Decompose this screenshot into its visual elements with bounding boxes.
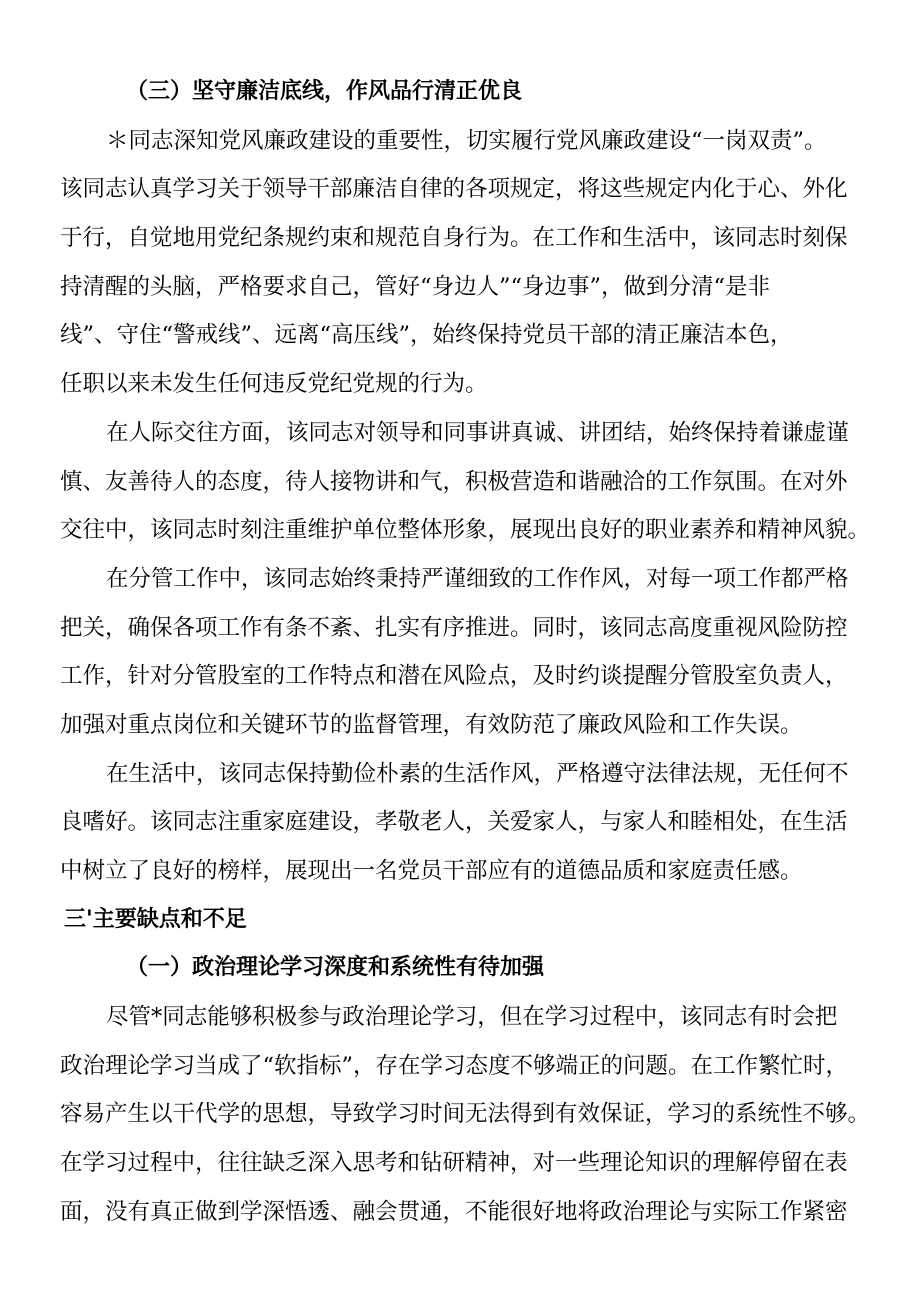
paragraph-line: 面，没有真正做到学深悟透、融会贯通，不能很好地将政治理论与实际工作紧密 xyxy=(60,1198,848,1225)
paragraph-line: ＊同志深知党风廉政建设的重要性，切实履行党风廉政建设“一岗双责”。 xyxy=(106,127,827,154)
paragraph-line: 任职以来未发生任何违反党纪党规的行为。 xyxy=(60,371,488,398)
paragraph-line: 中树立了良好的榜样，展现出一名党员干部应有的道德品质和家庭责任感。 xyxy=(60,858,803,884)
paragraph-line: 于行，自觉地用党纪条规约束和规范自身行为。在工作和生活中，该同志时刻保 xyxy=(60,225,848,252)
paragraph-interpersonal xyxy=(58,409,870,555)
section-heading-integrity: （三）坚守廉洁底线，作风品行清正优良 xyxy=(126,79,523,104)
paragraph-line: 在生活中，该同志保持勤俭朴素的生活作风，严格遵守法律法规，无任何不 xyxy=(106,760,849,787)
paragraph-line: 持清醒的头脑，严格要求自己，管好“身边人”“身边事”，做到分清“是非 xyxy=(60,273,771,300)
paragraph-line: 在学习过程中，往往缺乏深入思考和钻研精神，对一些理论知识的理解停留在表 xyxy=(60,1150,848,1177)
paragraph-line: 容易产生以干代学的思想，导致学习时间无法得到有效保证，学习的系统性不够。 xyxy=(60,1101,870,1128)
paragraph-line: 该同志认真学习关于领导干部廉洁自律的各项规定，将这些规定内化于心、外化 xyxy=(60,176,848,203)
paragraph-line: 交往中，该同志时刻注重维护单位整体形象，展现出良好的职业素养和精神风貌。 xyxy=(60,517,870,544)
paragraph-management xyxy=(58,555,870,750)
section-heading-shortcomings: 三'主要缺点和不足 xyxy=(64,906,247,932)
paragraph-line: 良嗜好。该同志注重家庭建设，孝敬老人，关爱家人，与家人和睦相处，在生活 xyxy=(60,809,848,836)
section-heading-theory-study: （一）政治理论学习深度和系统性有待加强 xyxy=(126,955,545,981)
paragraph-line: 在人际交往方面，该同志对领导和同事讲真诚、讲团结，始终保持着谦虚谨 xyxy=(106,419,849,446)
paragraph-line: 在分管工作中，该同志始终秉持严谨细致的工作作风，对每一项工作都严格 xyxy=(106,565,849,592)
paragraph-line: 尽管*同志能够积极参与政治理论学习，但在学习过程中，该同志有时会把 xyxy=(106,1004,838,1031)
paragraph-line: 把关，确保各项工作有条不紊、扎实有序推进。同时，该同志高度重视风险防控 xyxy=(60,614,848,641)
paragraph-line: 政治理论学习当成了“软指标”，存在学习态度不够端正的问题。在工作繁忙时， xyxy=(60,1052,849,1079)
paragraph-integrity xyxy=(58,117,870,409)
paragraph-line: 慎、友善待人的态度，待人接物讲和气，积极营造和谐融洽的工作氛围。在对外 xyxy=(60,468,848,495)
paragraph-theory-study xyxy=(58,993,870,1236)
paragraph-line: 线”、守住“警戒线”、远离“高压线”，始终保持党员干部的清正廉洁本色， xyxy=(60,322,793,349)
paragraph-line: 工作，针对分管股室的工作特点和潜在风险点，及时约谈提醒分管股室负责人， xyxy=(60,663,848,690)
paragraph-life xyxy=(58,750,870,896)
paragraph-line: 加强对重点岗位和关键环节的监督管理，有效防范了廉政风险和工作失误。 xyxy=(60,711,803,738)
